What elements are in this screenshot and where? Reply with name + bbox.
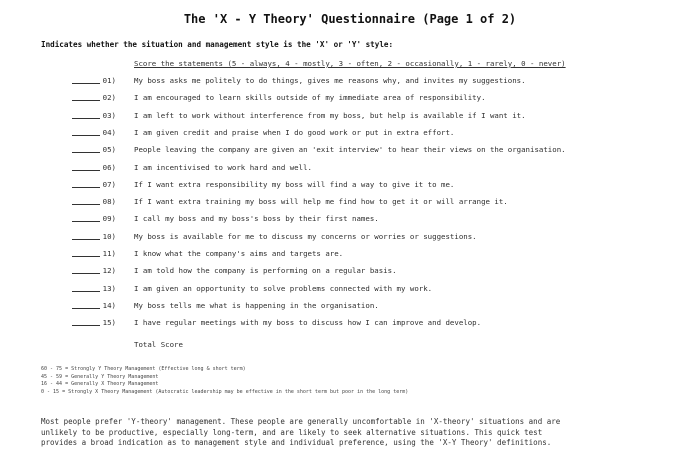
question-row [0,143,700,158]
question-text: My boss is available for me to discuss my concerns or worries or suggestions. [134,231,477,241]
question-text: People leaving the company are given an 'exit interview' to hear their views on the organisation. [134,145,566,155]
footer-line: Most people prefer 'Y-theory' management. These people are generally uncomfortable in 'X-theory' situations and are [41,417,561,426]
question-number: 11) [102,249,116,258]
question-number: 10) [102,231,116,241]
question-text: I am given credit and praise when I do good work or put in extra effort. [134,127,455,137]
question-row [0,282,700,297]
question-text: If I want extra responsibility my boss will find a way to give it to me. [134,179,455,189]
instruction-text: Indicates whether the situation and management style is the 'X' or 'Y' style: [41,40,394,49]
score-key-line: 0 - 15 = Strongly X Theory Management (Autocratic leadership may be effective in the short term but poor in the long term) [41,388,409,395]
question-number: 06) [102,162,116,172]
score-blank[interactable] [72,170,100,171]
question-text: I am incentivised to work hard and well. [134,162,312,172]
question-row [0,316,700,331]
question-text: If I want extra training my boss will help me find how to get it or will arrange it. [134,197,508,207]
score-blank[interactable] [72,135,100,136]
question-row [0,91,700,106]
question-row [0,247,700,262]
score-key-line: 60 - 75 = Strongly Y Theory Management (Effective long & short term) [41,366,246,372]
question-number: 09) [102,214,116,224]
question-text: I call my boss and my boss's boss by their first names. [134,214,379,224]
total-score-label: Total Score [134,340,183,349]
footer-line: unlikely to be productive, especially long-term, and are likely to seek alternative situations. This quick test [41,427,543,437]
question-row [0,195,700,210]
score-blank[interactable] [72,83,100,84]
score-blank[interactable] [72,204,100,205]
score-blank[interactable] [72,325,100,326]
score-key [41,366,408,396]
score-blank[interactable] [72,221,100,222]
question-number: 15) [102,318,116,328]
question-text: I have regular meetings with my boss to discuss how I can improve and develop. [134,318,482,328]
score-blank[interactable] [72,256,100,257]
question-row [0,264,700,279]
question-row [0,74,700,89]
question-row [0,109,700,124]
score-blank[interactable] [72,118,100,119]
score-key-line: 16 - 44 = Generally X Theory Management [41,381,159,388]
score-blank[interactable] [72,187,100,188]
question-text: I am told how the company is performing on a regular basis. [134,266,397,276]
score-blank[interactable] [72,239,100,240]
question-text: My boss tells me what is happening in the organisation. [134,300,379,310]
question-row [0,161,700,176]
page-title: The 'X - Y Theory' Questionnaire (Page 1 of 2) [183,12,517,26]
question-text: I am encouraged to learn skills outside of my immediate area of responsibility. [134,93,486,103]
question-text: I am given an opportunity to solve problems connected with my work. [134,283,433,293]
question-number: 14) [102,300,116,310]
question-number: 12) [102,266,116,276]
score-blank[interactable] [72,152,100,153]
question-number: 01) [102,76,116,85]
question-row [0,299,700,314]
question-number: 03) [102,110,116,120]
question-number: 04) [102,127,116,137]
question-row [0,230,700,245]
question-number: 05) [102,145,116,155]
score-scale: Score the statements (5 - always, 4 - mostly, 3 - often, 2 - occasionally, 1 - rarely, 0 - never) [134,59,566,68]
question-number: 08) [102,197,116,207]
footer-paragraph [41,417,661,449]
question-text: I know what the company's aims and targets are. [134,249,344,258]
question-number: 02) [102,93,116,103]
question-row [0,178,700,193]
score-blank[interactable] [72,100,100,101]
score-key-line: 45 - 59 = Generally Y Theory Management [41,373,159,380]
question-row [0,126,700,141]
question-number: 07) [102,179,116,189]
question-row [0,212,700,227]
score-blank[interactable] [72,308,100,309]
question-number: 13) [102,283,116,293]
question-text: My boss asks me politely to do things, gives me reasons why, and invites my suggestions. [134,76,526,85]
score-blank[interactable] [72,273,100,274]
question-text: I am left to work without interference from my boss, but help is available if I want it. [134,110,526,120]
footer-line: provides a broad indication as to management style and individual preference, using the 'X-Y Theory' definitions. [41,438,552,448]
score-blank[interactable] [72,291,100,292]
